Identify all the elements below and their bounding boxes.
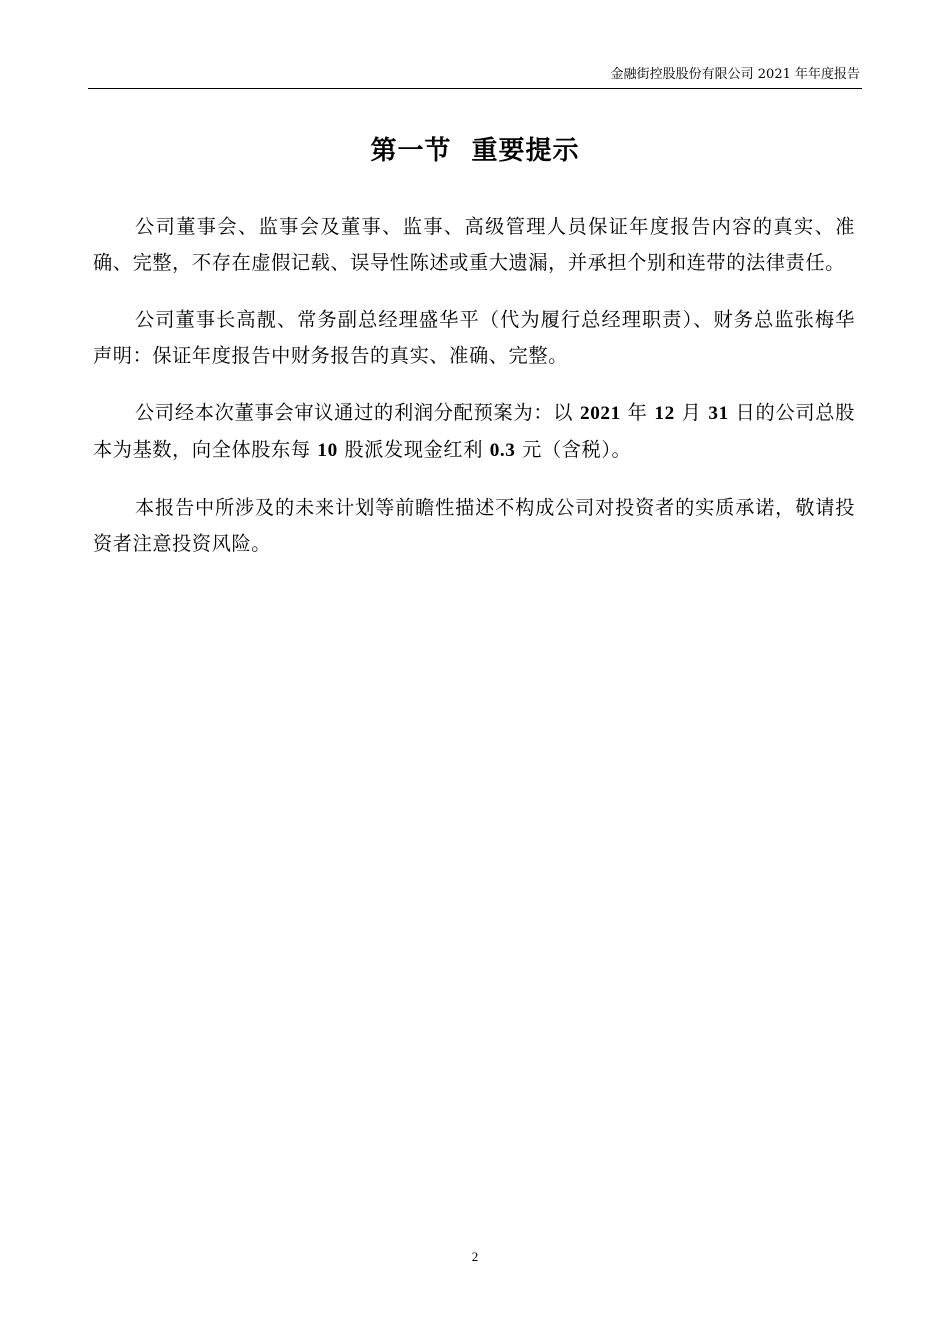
section-heading: 重要提示 bbox=[471, 136, 580, 166]
page-header bbox=[88, 66, 862, 89]
dividend-text-5: 股派发现金红利 bbox=[337, 438, 490, 461]
paragraph-forward-looking: 本报告中所涉及的未来计划等前瞻性描述不构成公司对投资者的实质承诺，敬请投资者注意投资风险。 bbox=[93, 496, 855, 555]
dividend-shares: 10 bbox=[317, 440, 338, 461]
dividend-day: 31 bbox=[708, 403, 729, 424]
paragraph-dividend-plan bbox=[93, 395, 855, 469]
dividend-amount: 0.3 bbox=[489, 440, 516, 461]
paragraph-responsibility: 公司董事会、监事会及董事、监事、高级管理人员保证年度报告内容的真实、准确、完整，不存在虚假记载、误导性陈述或重大遗漏，并承担个别和连带的法律责任。 bbox=[93, 215, 855, 274]
dividend-year: 2021 bbox=[580, 403, 621, 424]
dividend-text-3: 月 bbox=[674, 401, 709, 424]
dividend-text-6: 元（含税）。 bbox=[515, 438, 632, 461]
section-title bbox=[0, 133, 950, 169]
dividend-month: 12 bbox=[654, 403, 675, 424]
section-number: 第一节 bbox=[370, 136, 452, 166]
paragraph-declaration: 公司董事长高靓、常务副总经理盛华平（代为履行总经理职责）、财务总监张梅华声明：保证年度报告中财务报告的真实、准确、完整。 bbox=[93, 308, 855, 367]
page-number: 2 bbox=[471, 1249, 479, 1264]
header-company-report: 金融街控股股份有限公司 2021 年年度报告 bbox=[610, 67, 860, 82]
dividend-text-4: 日的公司总股本为基数，向全体股东每 bbox=[93, 401, 856, 461]
dividend-text-2: 年 bbox=[620, 401, 655, 424]
dividend-text-1: 公司经本次董事会审议通过的利润分配预案为：以 bbox=[135, 401, 581, 424]
body-content bbox=[93, 209, 855, 583]
